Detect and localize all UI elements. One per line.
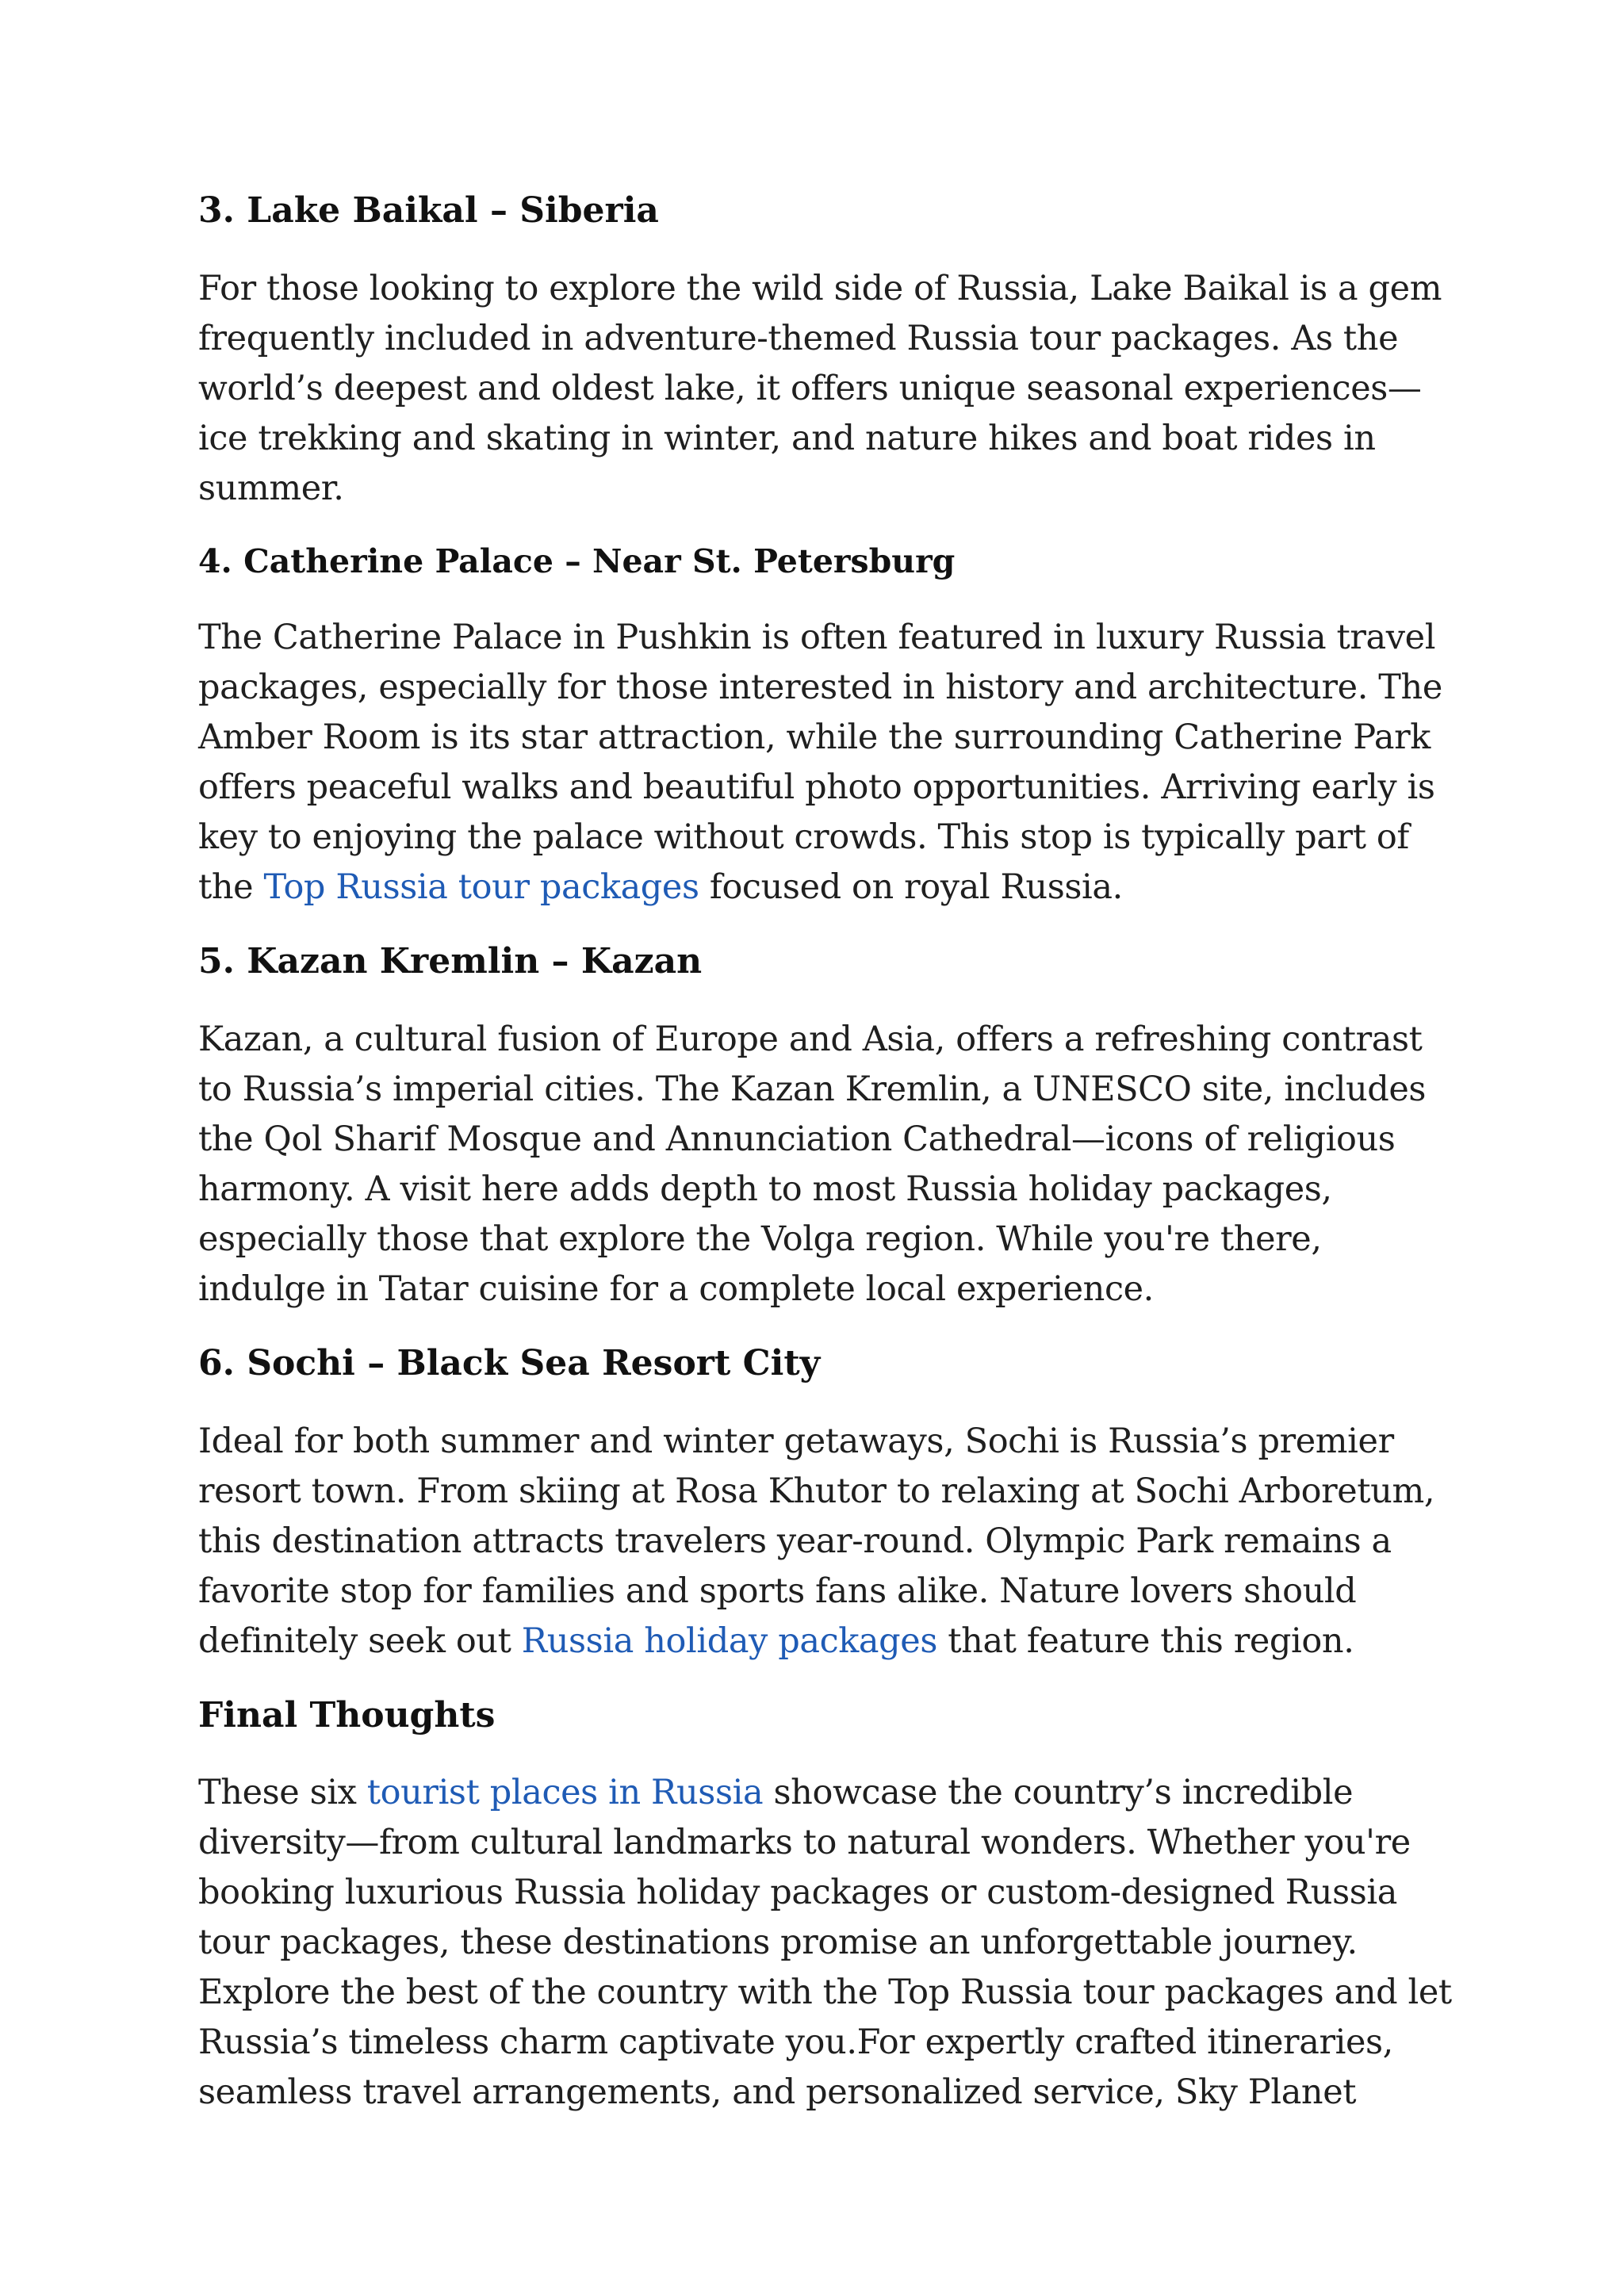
paragraph-text: The Catherine Palace in Pushkin is often featured in luxury Russia travel packages, especially for those interested in history and architecture. The Amber Room is its star attraction, while the surrounding Catherine Park offers peaceful walks and beautiful photo opportunities. Arriving early is key to enjoying the palace without crowds. This stop is typically part of the — [198, 617, 1442, 907]
paragraph-sochi — [198, 1417, 1459, 1667]
link-top-russia-tour-packages[interactable]: Top Russia tour packages — [263, 867, 699, 907]
link-tourist-places-in-russia[interactable]: tourist places in Russia — [366, 1773, 764, 1813]
heading-lake-baikal: 3. Lake Baikal – Siberia — [198, 190, 659, 231]
paragraph-text: showcase the country’s incredible diversity—from cultural landmarks to natural wonders. Whether you're booking luxurious Russia holiday packages or custom-designed Russia tour packages, these destinations promise an unforgettable journey. Explore the best of the country with the Top Russia tour packages and let Russia’s timeless charm captivate you.For expertly crafted itineraries, seamless travel arrangements, and personalized service, Sky Planet — [198, 1773, 1452, 2113]
paragraph-text: focused on royal Russia. — [699, 867, 1123, 907]
link-russia-holiday-packages[interactable]: Russia holiday packages — [521, 1621, 937, 1661]
document-page — [198, 190, 1459, 2118]
heading-final-thoughts: Final Thoughts — [198, 1694, 496, 1735]
heading-sochi: 6. Sochi – Black Sea Resort City — [198, 1342, 821, 1383]
heading-catherine-palace: 4. Catherine Palace – Near St. Petersburg — [198, 541, 956, 580]
paragraph-final-thoughts — [198, 1768, 1459, 2118]
heading-kazan-kremlin: 5. Kazan Kremlin – Kazan — [198, 940, 703, 982]
paragraph-lake-baikal — [198, 264, 1459, 514]
paragraph-text: that feature this region. — [937, 1621, 1354, 1661]
paragraph-text: Kazan, a cultural fusion of Europe and Asia, offers a refreshing contrast to Russia’s imperial cities. The Kazan Kremlin, a UNESCO site, includes the Qol Sharif Mosque and Annunciation Cathedral—icons of religious harmony. A visit here adds depth to most Russia holiday packages, especially those that explore the Volga region. While you're there, indulge in Tatar cuisine for a complete local experience. — [198, 1019, 1427, 1309]
paragraph-catherine-palace — [198, 613, 1459, 913]
paragraph-text: These six — [198, 1773, 367, 1813]
paragraph-text: Ideal for both summer and winter getaways, Sochi is Russia’s premier resort town. From skiing at Rosa Khutor to relaxing at Sochi Arboretum, this destination attracts travelers year-round. Olympic Park remains a favorite stop for families and sports fans alike. Nature lovers should definitely seek out — [198, 1421, 1435, 1661]
paragraph-text: For those looking to explore the wild side of Russia, Lake Baikal is a gem frequently included in adventure-themed Russia tour packages. As the world’s deepest and oldest lake, it offers unique seasonal experiences—ice trekking and skating in winter, and nature hikes and boat rides in summer. — [198, 268, 1442, 508]
paragraph-kazan-kremlin — [198, 1015, 1459, 1314]
